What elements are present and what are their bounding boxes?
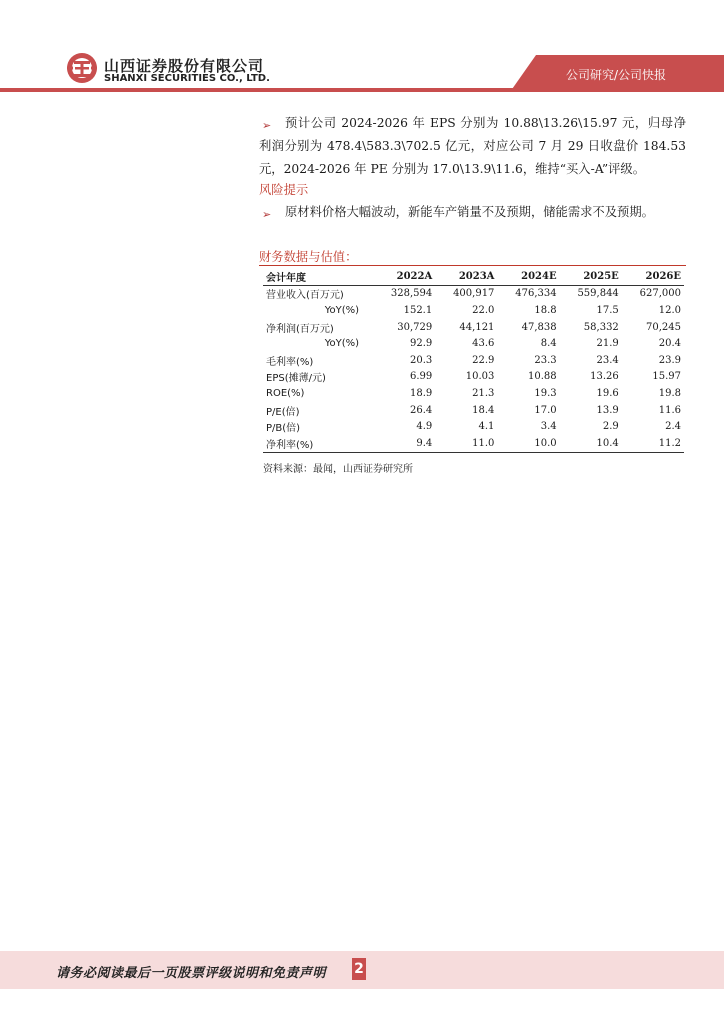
- table-row: [263, 302, 684, 319]
- header-cell: 会计年度: [263, 268, 373, 285]
- financial-table: [263, 268, 684, 453]
- table-cell: 23.3: [534, 354, 557, 366]
- row-label: 毛利率(%): [266, 356, 314, 368]
- table-cell: 152.1: [403, 304, 433, 316]
- table-cell: 19.3: [534, 387, 557, 399]
- header-cell: 2024E: [497, 268, 559, 285]
- table-cell: 476,334: [515, 288, 557, 300]
- table-cell: 13.9: [596, 404, 619, 416]
- table-cell: 22.0: [472, 304, 495, 316]
- bullet-arrow-icon: ➢: [262, 208, 272, 221]
- table-cell: 21.3: [472, 387, 495, 399]
- table-cell: 23.4: [596, 354, 619, 366]
- table-header-row: [263, 268, 684, 285]
- table-cell: 23.9: [658, 354, 681, 366]
- table-cell: 21.9: [596, 338, 619, 350]
- table-cell: 26.4: [409, 404, 433, 416]
- table-cell: 627,000: [639, 288, 681, 300]
- table-source-note: 资料来源：最闻，山西证券研究所: [263, 464, 413, 475]
- table-cell: 18.9: [409, 387, 433, 399]
- bullet-arrow-icon: ➢: [262, 119, 272, 132]
- table-cell: 58,332: [583, 321, 619, 333]
- table-row: [263, 319, 684, 336]
- table-cell: 12.0: [658, 304, 681, 316]
- table-cell: 11.0: [435, 435, 497, 452]
- company-name-en: SHANXI SECURITIES CO., LTD.: [104, 73, 270, 84]
- table-cell: 328,594: [390, 288, 433, 300]
- table-row: [263, 402, 684, 419]
- table-row: [263, 385, 684, 402]
- table-cell: 19.6: [596, 387, 619, 399]
- footer-disclaimer: 请务必阅读最后一页股票评级说明和免责声明: [56, 966, 327, 981]
- table-cell: 9.4: [373, 435, 435, 452]
- table-cell: 400,917: [453, 288, 495, 300]
- table-cell: 30,729: [397, 321, 433, 333]
- table-cell: 18.4: [472, 404, 495, 416]
- table-row: [263, 369, 684, 386]
- table-cell: 4.1: [478, 421, 495, 433]
- header-cell: 2025E: [560, 268, 622, 285]
- table-cell: 70,245: [646, 321, 681, 333]
- forecast-paragraph: 预计公司 2024-2026 年 EPS 分别为 10.88\13.26\15.97 元，归母净利润分别为 478.4\583.3\702.5 亿元，对应公司 7 月 29 日收盘价 184.53 元，2024-2026 年 PE 分别为 17.0\13.9\11.6，维持“买入-A”评级。: [259, 116, 686, 176]
- table-cell: 22.9: [472, 354, 495, 366]
- header-cell: 2026E: [622, 268, 684, 285]
- section-label: 公司研究/公司快报: [565, 68, 666, 82]
- company-logo-icon: [66, 52, 98, 84]
- table-cell: 2.9: [602, 421, 619, 433]
- table-title-rule: [259, 265, 686, 266]
- table-row: [263, 418, 684, 435]
- table-cell: 43.6: [472, 338, 495, 350]
- header-cell: 2022A: [373, 268, 435, 285]
- table-cell: 17.5: [596, 304, 619, 316]
- table-cell: 559,844: [577, 288, 619, 300]
- table-cell: 44,121: [459, 321, 495, 333]
- table-cell: 20.4: [658, 338, 681, 350]
- table-cell: 10.0: [497, 435, 559, 452]
- row-label: 净利率(%): [263, 435, 373, 452]
- table-cell: 2.4: [665, 421, 681, 433]
- row-label: YoY(%): [324, 338, 360, 350]
- company-name-cn: 山西证券股份有限公司: [104, 57, 265, 75]
- row-label: P/B(倍): [266, 423, 301, 435]
- table-cell: 10.88: [527, 371, 557, 383]
- row-label: YoY(%): [324, 304, 360, 316]
- table-cell: 6.99: [409, 371, 433, 383]
- table-cell: 3.4: [540, 421, 557, 433]
- table-cell: 20.3: [409, 354, 433, 366]
- row-label: P/E(倍): [266, 406, 300, 418]
- risk-heading: 风险提示: [259, 183, 309, 197]
- table-cell: 18.8: [534, 304, 557, 316]
- table-cell: 13.26: [590, 371, 619, 383]
- table-row: [263, 435, 684, 452]
- page-number: 2: [352, 958, 366, 980]
- page-header: [0, 0, 724, 100]
- table-cell: 10.4: [560, 435, 622, 452]
- table-cell: 92.9: [409, 338, 433, 350]
- table-cell: 17.0: [534, 404, 557, 416]
- header-cell: 2023A: [435, 268, 497, 285]
- table-cell: 4.9: [416, 421, 433, 433]
- table-row: [263, 352, 684, 369]
- table-row: [263, 335, 684, 352]
- row-label: ROE(%): [266, 387, 305, 399]
- table-cell: 10.03: [465, 371, 495, 383]
- table-cell: 11.2: [622, 435, 684, 452]
- table-cell: 15.97: [652, 371, 681, 383]
- table-cell: 8.4: [540, 338, 557, 350]
- row-label: EPS(摊薄/元): [266, 373, 326, 385]
- table-cell: 11.6: [658, 404, 681, 416]
- table-cell: 47,838: [521, 321, 557, 333]
- table-row: [263, 285, 684, 302]
- row-label: 净利润(百万元): [266, 323, 334, 335]
- table-title: 财务数据与估值：: [259, 250, 358, 264]
- risk-paragraph: 原材料价格大幅波动，新能车产销量不及预期，储能需求不及预期。: [285, 205, 654, 219]
- row-label: 营业收入(百万元): [266, 290, 344, 302]
- table-cell: 19.8: [658, 387, 681, 399]
